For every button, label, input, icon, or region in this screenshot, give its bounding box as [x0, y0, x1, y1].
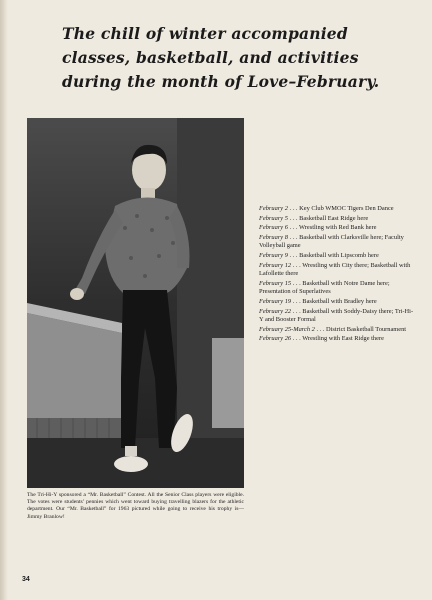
- event-date: February 8: [259, 233, 288, 241]
- event-item: [259, 308, 414, 325]
- event-date: February 15: [259, 279, 292, 287]
- photo-mr-basketball: [27, 118, 244, 488]
- event-date: February 19: [259, 297, 292, 305]
- event-text: . . . Basketball East Ridge here: [287, 214, 369, 222]
- photo-illustration: [27, 118, 244, 488]
- page-spine-shadow: [0, 0, 8, 600]
- event-date: February 12: [259, 261, 292, 269]
- event-item: [259, 262, 414, 279]
- event-text: . . . District Basketball Tournament: [314, 325, 407, 333]
- event-item: [259, 234, 414, 251]
- event-item: [259, 252, 414, 261]
- event-text: . . . Basketball with Bradley here: [291, 297, 377, 305]
- event-date: February 2: [259, 205, 288, 212]
- page-headline: The chill of winter accompanied classes, basketball, and activities during the month of Love–February.: [62, 24, 380, 91]
- event-text: . . . Basketball with Notre Dame here; Presentation of Superlatives: [259, 279, 390, 296]
- event-date: February 9: [259, 251, 288, 259]
- event-text: . . . Wrestling with City there; Basketball with Lafollette there: [259, 261, 411, 278]
- event-item: [259, 205, 414, 214]
- photo-caption: The Tri-Hi-Y sponsored a “Mr. Basketball” Contest. All the Senior Class players were eligible. The votes were students’ pennies which went toward buying travelling blazers for the athletic department. Our “Mr. Basketball” for 1963 pictured while going to receive his trophy is—Jimmy Branlow!: [27, 492, 244, 520]
- event-text: . . . Wrestling with East Ridge there: [291, 335, 384, 343]
- event-item: [259, 298, 414, 307]
- event-item: [259, 280, 414, 297]
- event-item: [259, 224, 414, 233]
- event-text: . . . Basketball with Clarksville here; Faculty Volleyball game: [259, 233, 404, 250]
- event-item: [259, 326, 414, 335]
- event-text: . . . Wrestling with Red Bank here: [287, 224, 377, 232]
- event-text: . . . Basketball with Soddy-Daisy there; Tri-Hi-Y and Booster Formal: [259, 307, 414, 324]
- event-date: February 25-March 2: [259, 325, 315, 333]
- event-date: February 5: [259, 214, 288, 222]
- february-events-list: [259, 205, 414, 345]
- event-item: [259, 215, 414, 224]
- event-date: February 26: [259, 335, 292, 343]
- event-item: [259, 335, 414, 344]
- event-date: February 6: [259, 224, 288, 232]
- event-date: February 22: [259, 307, 292, 315]
- event-text: . . . Key Club WMOC Tigers Den Dance: [287, 205, 394, 212]
- event-text: . . . Basketball with Lipscomb here: [287, 251, 379, 259]
- page-number: 34: [22, 576, 30, 583]
